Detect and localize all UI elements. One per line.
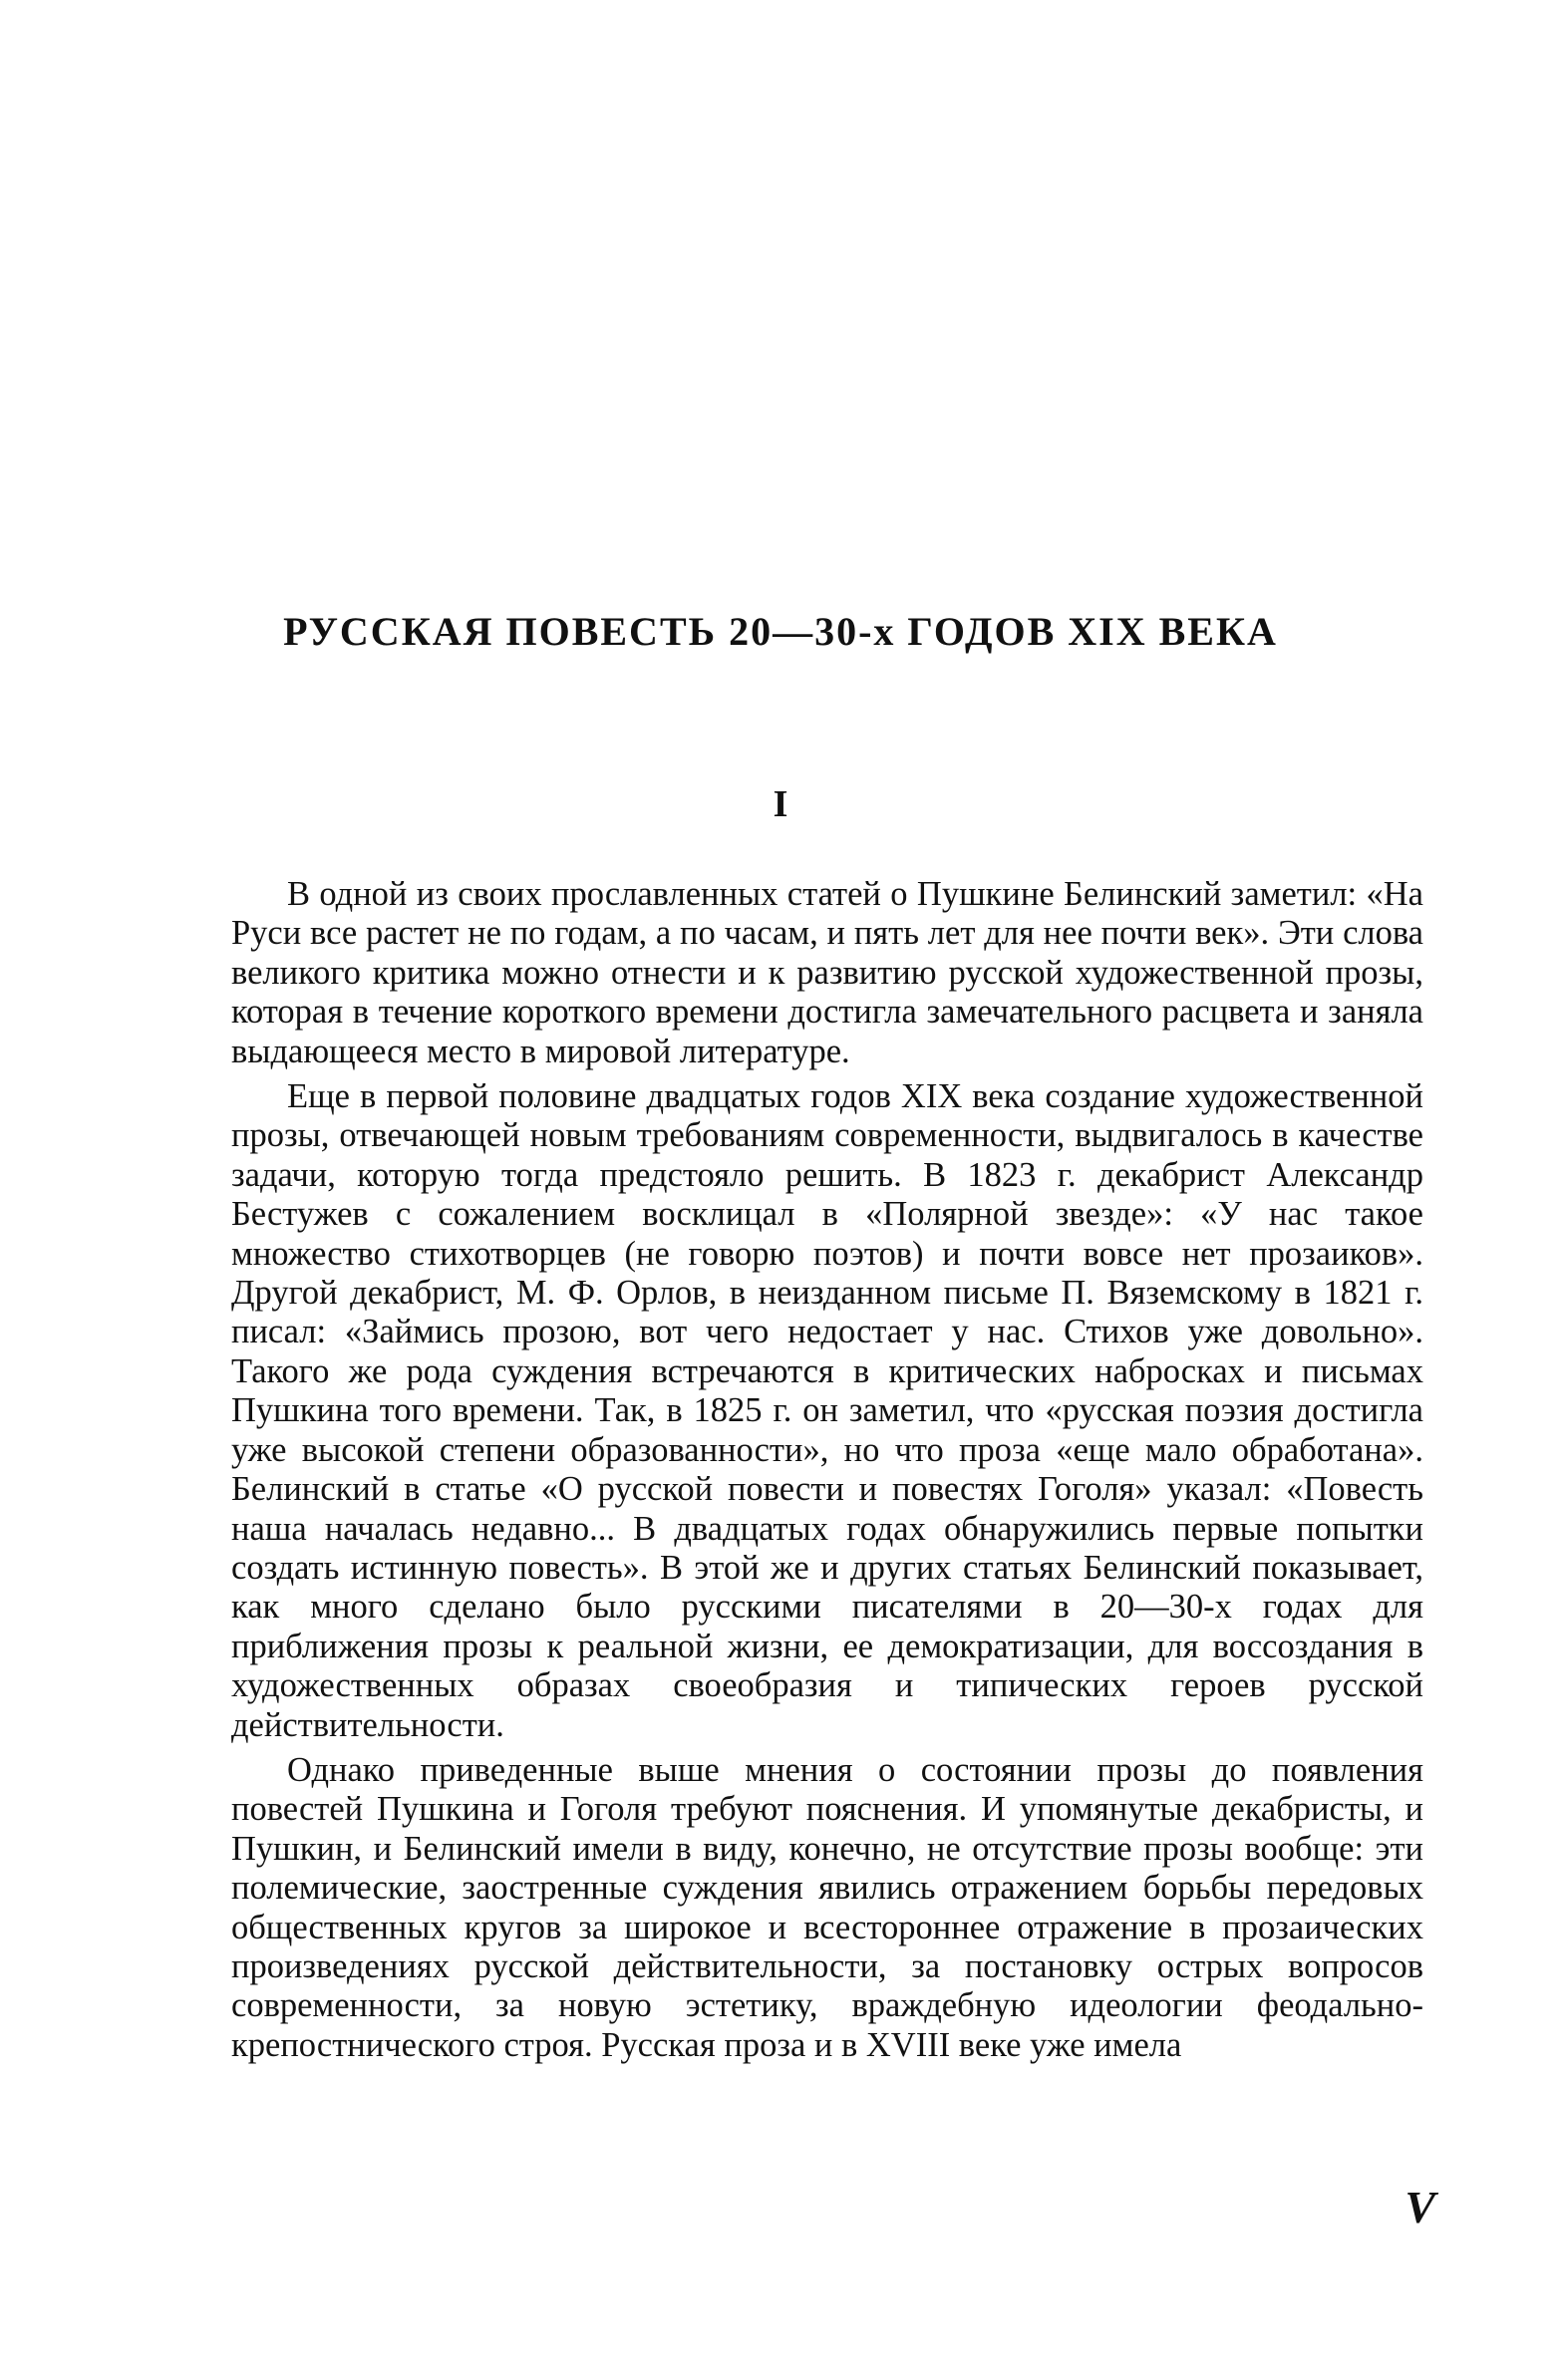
body-text bbox=[231, 875, 1423, 2071]
page-number: V bbox=[1405, 2182, 1435, 2232]
section-number: I bbox=[773, 783, 788, 825]
chapter-title: РУССКАЯ ПОВЕСТЬ 20—30-х ГОДОВ XIX ВЕКА bbox=[283, 609, 1278, 654]
paragraph: Однако приведенные выше мнения о состоянии прозы до появления повестей Пушкина и Гоголя требуют пояснения. И упомянутые декабристы, и Пушкин, и Белинский имели в виду, конечно, не отсутствие прозы вообще: эти полемические, заостренные суждения явились отражением борьбы передовых общественных кругов за широкое и всестороннее отражение в прозаических произведениях русской действительности, за постановку острых вопросов современности, за новую эстетику, враждебную идеологии феодально-крепостнического строя. Русская проза и в XVIII веке уже имела bbox=[231, 1750, 1423, 2064]
paragraph: В одной из своих прославленных статей о Пушкине Белинский заметил: «На Руси все растет не по годам, а по часам, и пять лет для нее почти век». Эти слова великого критика можно отнести и к развитию русской художественной прозы, которая в течение короткого времени достигла замечательного расцвета и заняла выдающееся место в мировой литературе. bbox=[231, 875, 1423, 1070]
paragraph: Еще в первой половине двадцатых годов XIX века создание художественной прозы, отвечающей новым требованиям современности, выдвигалось в качестве задачи, которую тогда предстояло решить. В 1823 г. декабрист Александр Бестужев с сожалением восклицал в «Полярной звезде»: «У нас такое множество стихотворцев (не говорю поэтов) и почти вовсе нет прозаиков». Другой декабрист, М. Ф. Орлов, в неизданном письме П. Вяземскому в 1821 г. писал: «Займись прозою, вот чего недостает у нас. Стихов уже довольно». Такого же рода суждения встречаются в критических набросках и письмах Пушкина того времени. Так, в 1825 г. он заметил, что «русская поэзия достигла уже высокой степени образованности», но что проза «еще мало обработана». Белинский в статье «О русской повести и повестях Гоголя» указал: «Повесть наша началась недавно... В двадцатых годах обнаружились первые попытки создать истинную повесть». В этой же и других статьях Белинский показывает, как много сделано было русскими писателями в 20—30-х годах для приближения прозы к реальной жизни, ее демократизации, для воссоздания в художественных образах своеобразия и типических героев русской действительности. bbox=[231, 1077, 1423, 1744]
